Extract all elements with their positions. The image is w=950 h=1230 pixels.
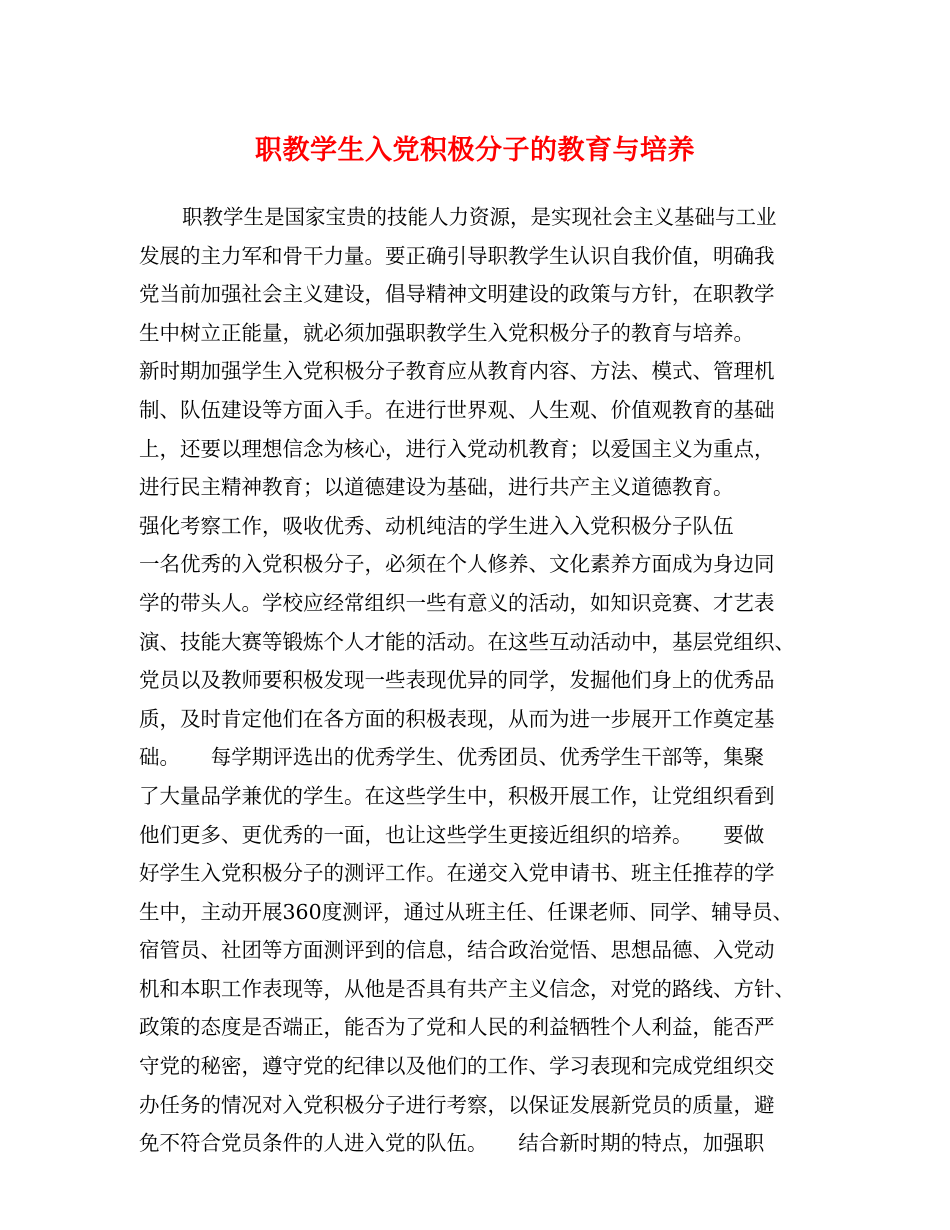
text-line: 宿管员、社团等方面测评到的信息，结合政治觉悟、思想品德、入党动 — [139, 938, 775, 963]
text-line: 免不符合党员条件的人进入党的队伍。 结合新时期的特点，加强职 — [139, 1131, 765, 1156]
document-title: 职教学生入党积极分子的教育与培养 — [255, 135, 695, 166]
text-line: 职教学生是国家宝贵的技能人力资源，是实现社会主义基础与工业 — [182, 205, 777, 229]
text-line: 他们更多、更优秀的一面，也让这些学生更接近组织的培养。 要做 — [139, 822, 765, 847]
text-line: 学的带头人。学校应经常组织一些有意义的活动，如知识竞赛、才艺表 — [139, 590, 775, 615]
text-line: 党员以及教师要积极发现一些表现优异的同学，发掘他们身上的优秀品 — [139, 668, 775, 693]
text-line: 发展的主力军和骨干力量。要正确引导职教学生认识自我价值，明确我 — [139, 243, 775, 268]
text-line: 一名优秀的入党积极分子，必须在个人修养、文化素养方面成为身边同 — [139, 552, 775, 577]
text-line: 党当前加强社会主义建设，倡导精神文明建设的政策与方针，在职教学 — [139, 282, 775, 307]
text-line: 生中，主动开展360度测评，通过从班主任、任课老师、同学、辅导员、 — [139, 899, 794, 924]
text-line: 强化考察工作，吸收优秀、动机纯洁的学生进入入党积极分子队伍 — [139, 513, 734, 538]
text-line: 好学生入党积极分子的测评工作。在递交入党申请书、班主任推荐的学 — [139, 861, 775, 886]
text-line: 制、队伍建设等方面入手。在进行世界观、人生观、价值观教育的基础 — [139, 397, 775, 422]
text-line: 上，还要以理想信念为核心，进行入党动机教育；以爱国主义为重点， — [139, 436, 775, 461]
text-line: 演、技能大赛等锻炼个人才能的活动。在这些互动活动中，基层党组织、 — [139, 629, 795, 654]
text-line: 守党的秘密，遵守党的纪律以及他们的工作、学习表现和完成党组织交 — [139, 1054, 775, 1079]
text-line: 质，及时肯定他们在各方面的积极表现，从而为进一步展开工作奠定基 — [139, 706, 775, 731]
document-body — [139, 198, 829, 1156]
text-line: 了大量品学兼优的学生。在这些学生中，积极开展工作，让党组织看到 — [139, 783, 775, 808]
text-line: 础。 每学期评选出的优秀学生、优秀团员、优秀学生干部等，集聚 — [139, 745, 765, 770]
text-line: 机和本职工作表现等，从他是否具有共产主义信念，对党的路线、方针、 — [139, 976, 795, 1001]
text-line: 政策的态度是否端正，能否为了党和人民的利益牺牲个人利益，能否严 — [139, 1015, 775, 1040]
text-line: 新时期加强学生入党积极分子教育应从教育内容、方法、模式、管理机 — [139, 359, 775, 384]
text-line: 办任务的情况对入党积极分子进行考察，以保证发展新党员的质量，避 — [139, 1092, 775, 1117]
text-line: 进行民主精神教育；以道德建设为基础，进行共产主义道德教育。 — [139, 475, 734, 500]
text-line: 生中树立正能量，就必须加强职教学生入党积极分子的教育与培养。 — [139, 320, 754, 345]
